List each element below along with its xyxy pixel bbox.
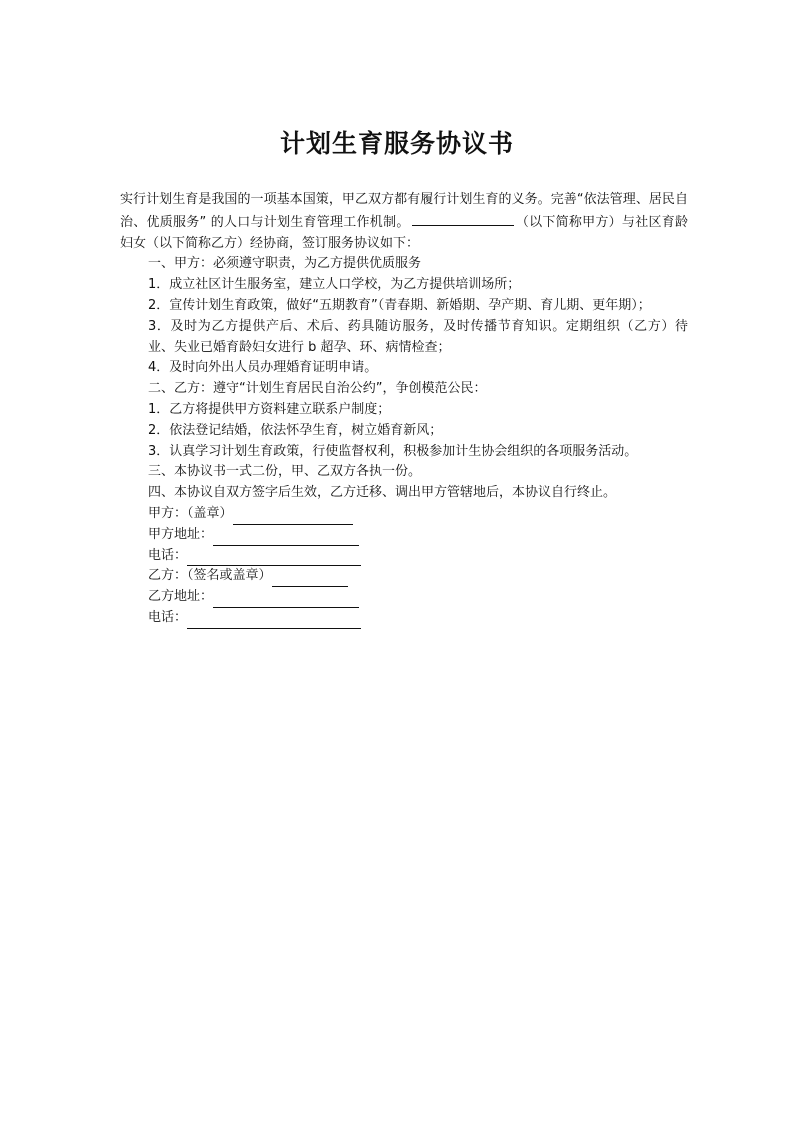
- intro-paragraph: [120, 190, 688, 254]
- party-a-address-label: 甲方地址：: [148, 526, 214, 542]
- section-1-item: 3．及时为乙方提供产后、术后、药具随访服务，及时传播节育知识。定期组织（乙方）待业、失业已婚育龄妇女进行 b 超孕、环、病情检查；: [148, 318, 688, 355]
- party-a-phone-line: [120, 546, 688, 567]
- party-b-address-label: 乙方地址：: [148, 589, 214, 605]
- party-b-sign-line: [120, 566, 688, 587]
- section-2-item: 3．认真学习计划生育政策，行使监督权利，积极参加计生协会组织的各项服务活动。: [148, 443, 638, 459]
- party-b-sign-label: 乙方：（签名或盖章）: [148, 568, 272, 584]
- section-1-item: 4．及时向外出人员办理婚育证明申请。: [148, 360, 378, 376]
- intro-text-1: 实行计划生育是我国的一项基本国策，甲乙双方都有履行计划生育的义务。完善“依法管理、居民自治、优质服务” 的人口与计划生育管理工作机制。: [120, 192, 688, 230]
- party-a-seal-label: 甲方：（盖章）: [148, 505, 233, 521]
- party-b-phone-label: 电话：: [148, 609, 188, 625]
- party-b-sign-blank[interactable]: [272, 572, 348, 587]
- party-a-phone-blank[interactable]: [187, 551, 361, 566]
- party-a-phone-label: 电话：: [148, 547, 188, 563]
- party-a-name-blank: [412, 211, 514, 226]
- section-1-item: 2．宣传计划生育政策，做好“五期教育”（青春期、新婚期、孕产期、育儿期、更年期）；: [148, 297, 651, 313]
- intro-text-2: （以下简称甲方）与社区育龄妇女（以下简称乙方）经协商，签订服务协议如下：: [120, 214, 688, 251]
- section-1-heading: 一、甲方：必须遵守职责，为乙方提供优质服务: [148, 256, 422, 272]
- party-a-address-blank[interactable]: [213, 531, 359, 546]
- party-b-phone-line: [120, 608, 688, 629]
- document-body: [120, 190, 688, 629]
- document-title: 计划生育服务协议书: [279, 129, 514, 158]
- section-2-heading: 二、乙方：遵守“计划生育居民自治公约”，争创模范公民：: [148, 381, 487, 397]
- party-b-address-line: [120, 587, 688, 608]
- party-b-address-blank[interactable]: [213, 593, 359, 608]
- party-a-address-line: [120, 525, 688, 546]
- section-1-item: 1．成立社区计生服务室，建立人口学校，为乙方提供培训场所；: [148, 277, 521, 293]
- party-b-phone-blank[interactable]: [187, 614, 361, 629]
- section-4: 四、本协议自双方签字后生效，乙方迁移、调出甲方管辖地后，本协议自行终止。: [148, 485, 617, 501]
- section-2-item: 2．依法登记结婚，依法怀孕生育，树立婚育新风；: [148, 422, 443, 438]
- section-2-item: 1．乙方将提供甲方资料建立联系户制度；: [148, 401, 391, 417]
- section-3: 三、本协议书一式二份，甲、乙双方各执一份。: [148, 464, 422, 480]
- party-a-seal-blank[interactable]: [233, 510, 353, 525]
- party-a-seal-line: [120, 504, 688, 525]
